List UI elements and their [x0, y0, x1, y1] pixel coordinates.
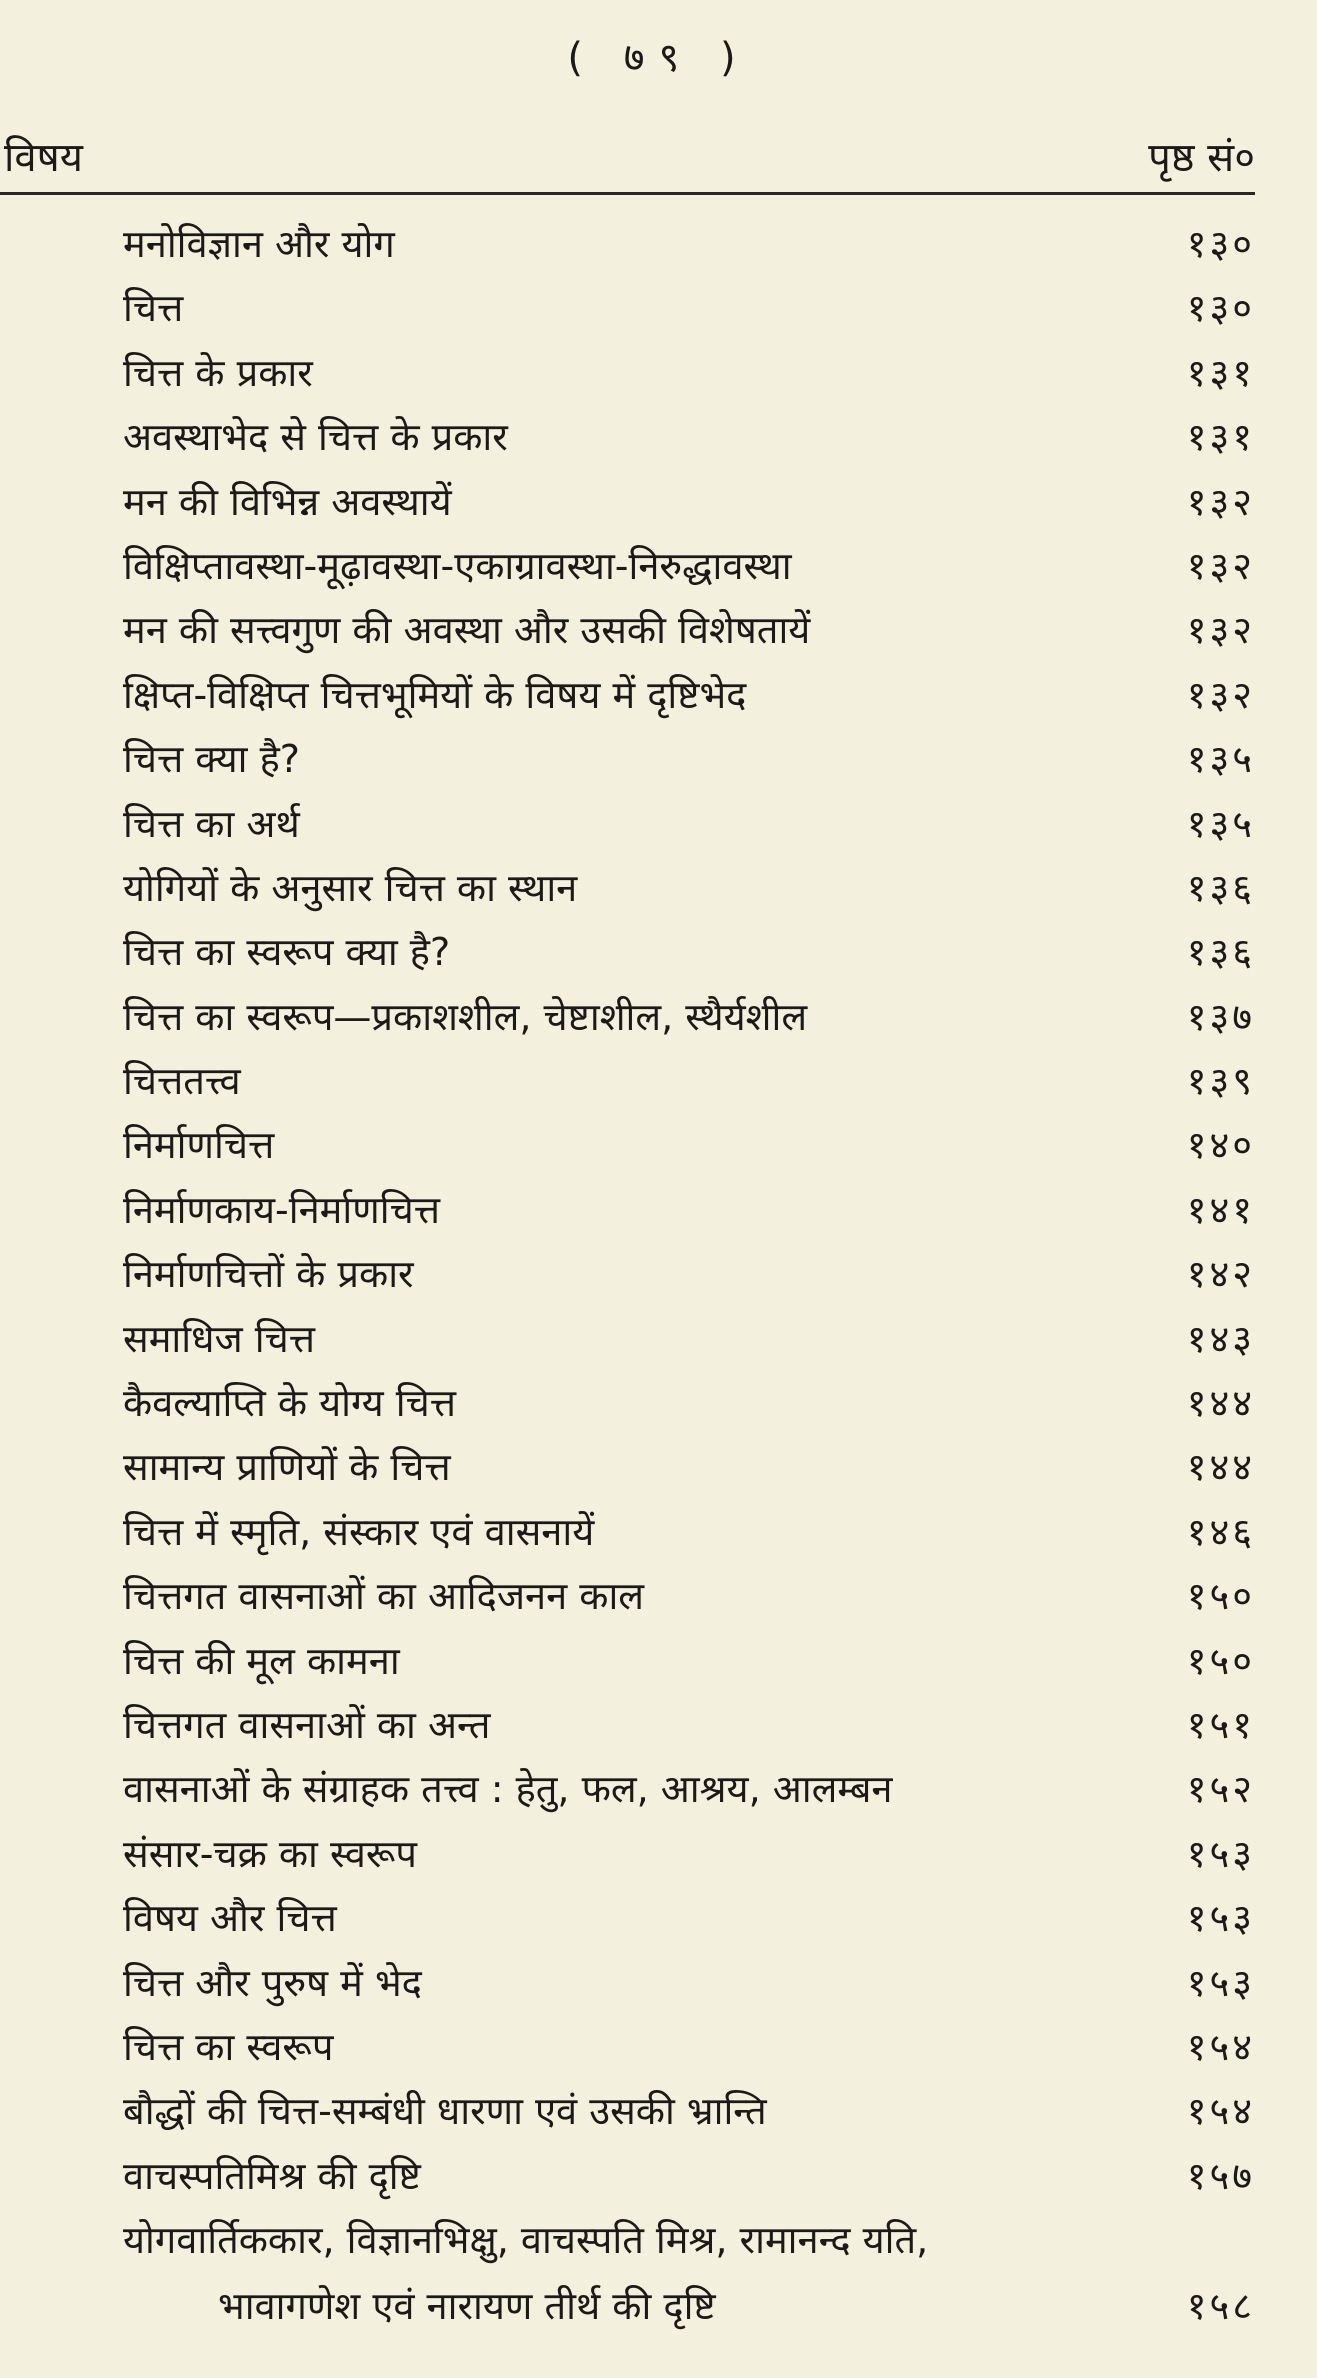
entry-title: मन की सत्त्वगुण की अवस्था और उसकी विशेषतायें — [123, 608, 811, 653]
contents-entry — [0, 1055, 1317, 1119]
entry-page: १३१ — [1186, 350, 1255, 395]
entry-title: चित्त और पुरुष में भेद — [123, 1960, 422, 2005]
entry-page: १४१ — [1186, 1187, 1255, 1232]
contents-entry — [0, 1635, 1317, 1699]
contents-entry — [0, 1441, 1317, 1505]
contents-entry — [0, 1570, 1317, 1634]
entry-title: सामान्य प्राणियों के चित्त — [123, 1445, 451, 1490]
entry-title: समाधिज चित्त — [123, 1316, 315, 1361]
contents-entry — [0, 1828, 1317, 1892]
entry-title: मन की विभिन्न अवस्थायें — [123, 479, 452, 524]
entry-page: १४६ — [1186, 1509, 1255, 1554]
entry-title: कैवल्याप्ति के योग्य चित्त — [123, 1381, 457, 1426]
entry-title-line1: योगवार्तिककार, विज्ञानभिक्षु, वाचस्पति मिश्र, रामानन्द यति, — [123, 2218, 929, 2263]
entry-page: १३१ — [1186, 415, 1255, 460]
entry-page: १५३ — [1186, 1896, 1255, 1941]
subject-column-heading: विषय — [4, 135, 83, 181]
entry-title: चित्ततत्त्व — [123, 1059, 241, 1104]
entry-page: १३५ — [1186, 801, 1255, 846]
entry-page: १४० — [1186, 1123, 1255, 1168]
contents-entry — [0, 862, 1317, 926]
entry-page: १३७ — [1186, 994, 1255, 1039]
contents-entry — [0, 1119, 1317, 1183]
entry-page: १३० — [1186, 286, 1255, 331]
entry-title: चित्त का स्वरूप — [123, 2024, 334, 2069]
contents-entry — [0, 218, 1317, 282]
contents-entry — [0, 540, 1317, 604]
page-number: ( ७९ ) — [567, 35, 750, 81]
entry-page: १५२ — [1186, 1767, 1255, 1812]
contents-entry — [0, 1506, 1317, 1570]
entry-page: १३९ — [1186, 1059, 1255, 1104]
entry-page: १५८ — [1186, 2284, 1255, 2329]
entry-page: १४२ — [1186, 1252, 1255, 1297]
contents-entry — [0, 604, 1317, 668]
entry-title: विषय और चित्त — [123, 1896, 337, 1941]
entry-title: चित्त की मूल कामना — [123, 1638, 400, 1683]
contents-entry — [0, 1763, 1317, 1827]
contents-entry — [0, 1184, 1317, 1248]
contents-list — [0, 218, 1317, 2344]
contents-entry — [0, 411, 1317, 475]
entry-page: १५४ — [1186, 2024, 1255, 2069]
contents-entry — [0, 476, 1317, 540]
entry-title-line2: भावागणेश एवं नारायण तीर्थ की दृष्टि — [218, 2284, 716, 2329]
entry-page: १५१ — [1186, 1702, 1255, 1747]
entry-page: १५७ — [1186, 2153, 1255, 2198]
entry-title: चित्त का अर्थ — [123, 801, 300, 846]
entry-title: विक्षिप्तावस्था-मूढ़ावस्था-एकाग्रावस्था-निरुद्धावस्था — [123, 543, 792, 588]
entry-title: चित्त का स्वरूप क्या है? — [123, 930, 451, 975]
entry-title: अवस्थाभेद से चित्त के प्रकार — [123, 415, 508, 460]
contents-entry — [0, 991, 1317, 1055]
contents-entry — [0, 926, 1317, 990]
entry-title: निर्माणकाय-निर्माणचित्त — [123, 1187, 440, 1232]
entry-page: १५० — [1186, 1574, 1255, 1619]
entry-page: १४४ — [1186, 1445, 1255, 1490]
entry-page: १३२ — [1186, 479, 1255, 524]
contents-entry — [0, 1699, 1317, 1763]
entry-page: १४३ — [1186, 1316, 1255, 1361]
entry-title: चित्त में स्मृति, संस्कार एवं वासनायें — [123, 1509, 595, 1554]
entry-title: मनोविज्ञान और योग — [123, 222, 395, 266]
entry-title: चित्त — [123, 286, 184, 331]
contents-entry — [0, 1248, 1317, 1312]
entry-page: १३५ — [1186, 737, 1255, 782]
entry-title: निर्माणचित्तों के प्रकार — [123, 1252, 414, 1297]
contents-entry — [0, 669, 1317, 733]
entry-page: १३० — [1186, 222, 1255, 266]
entry-page: १५३ — [1186, 1960, 1255, 2005]
entry-title: क्षिप्त-विक्षिप्त चित्तभूमियों के विषय में दृष्टिभेद — [123, 672, 747, 717]
entry-title: बौद्धों की चित्त-सम्बंधी धारणा एवं उसकी भ्रान्ति — [123, 2089, 767, 2134]
contents-entry — [0, 1892, 1317, 1956]
entry-page: १३६ — [1186, 865, 1255, 910]
entry-page: १३२ — [1186, 543, 1255, 588]
entry-page: १४४ — [1186, 1381, 1255, 1426]
contents-entry — [0, 2021, 1317, 2085]
contents-entry — [0, 798, 1317, 862]
entry-title: चित्त के प्रकार — [123, 350, 313, 395]
entry-title: संसार-चक्र का स्वरूप — [123, 1831, 417, 1876]
contents-entry — [0, 347, 1317, 411]
entry-title: वासनाओं के संग्राहक तत्त्व : हेतु, फल, आश्रय, आलम्बन — [123, 1767, 893, 1812]
entry-title: वाचस्पतिमिश्र की दृष्टि — [123, 2153, 421, 2198]
entry-page: १५४ — [1186, 2089, 1255, 2134]
entry-page: १३२ — [1186, 672, 1255, 717]
contents-entry — [0, 2085, 1317, 2149]
contents-entry — [0, 733, 1317, 797]
contents-entry — [0, 282, 1317, 346]
entry-title: चित्त का स्वरूप—प्रकाशशील, चेष्टाशील, स्थैर्यशील — [123, 994, 808, 1039]
contents-entry — [0, 1957, 1317, 2021]
entry-page: १५० — [1186, 1638, 1255, 1683]
contents-entry — [0, 1313, 1317, 1377]
contents-header — [0, 128, 1255, 195]
contents-entry — [0, 1377, 1317, 1441]
entry-page: १३२ — [1186, 608, 1255, 653]
contents-entry-multiline — [0, 2214, 1317, 2344]
entry-title: चित्तगत वासनाओं का अन्त — [123, 1702, 491, 1747]
contents-entry — [0, 2150, 1317, 2214]
entry-title: निर्माणचित्त — [123, 1123, 275, 1168]
page-column-heading: पृष्ठ सं० — [1148, 135, 1255, 181]
entry-page: १५३ — [1186, 1831, 1255, 1876]
entry-title: योगियों के अनुसार चित्त का स्थान — [123, 865, 578, 910]
entry-title: चित्तगत वासनाओं का आदिजनन काल — [123, 1574, 645, 1619]
entry-title: चित्त क्या है? — [123, 737, 300, 782]
entry-page: १३६ — [1186, 930, 1255, 975]
